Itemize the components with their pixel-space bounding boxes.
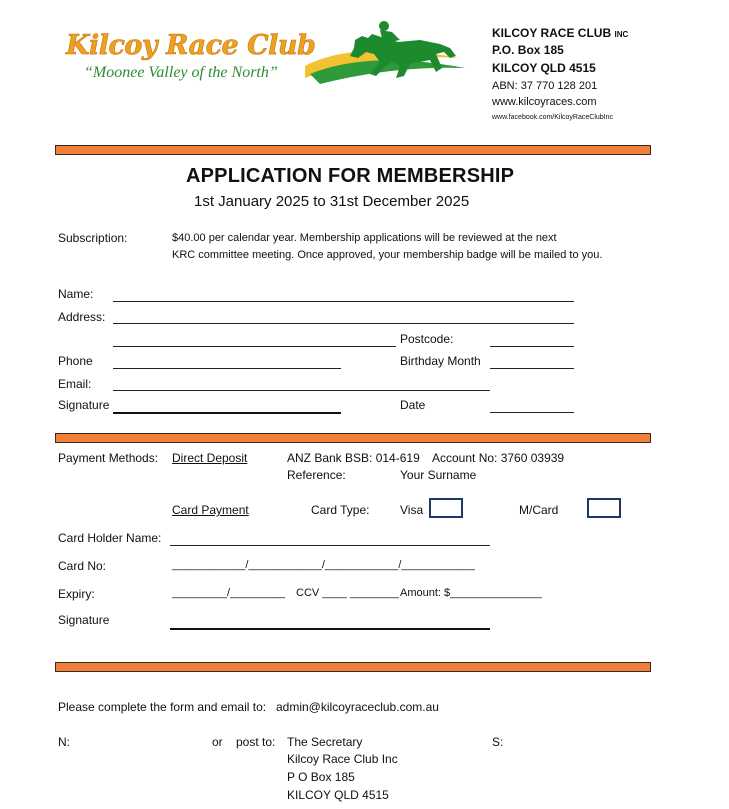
club-facebook[interactable]: www.facebook.com/KilcoyRaceClubInc [492, 114, 613, 121]
signature-field[interactable] [113, 412, 341, 414]
phone-field[interactable] [113, 368, 341, 369]
amount-field[interactable]: Amount: $_______________ [400, 587, 542, 599]
club-po-box: P.O. Box 185 [492, 43, 564, 57]
bank-bsb: ANZ Bank BSB: 014-619 [287, 451, 420, 465]
payment-methods-label: Payment Methods: [58, 451, 159, 465]
expiry-field[interactable]: _________/_________ [172, 587, 286, 599]
subscription-label: Subscription: [58, 231, 128, 245]
expiry-label: Expiry: [58, 587, 95, 601]
signature-label: Signature [58, 398, 110, 412]
card-type-label: Card Type: [311, 503, 370, 517]
birthday-month-label: Birthday Month [400, 354, 481, 368]
date-label: Date [400, 398, 426, 412]
club-website[interactable]: www.kilcoyraces.com [492, 96, 597, 108]
s-label: S: [492, 735, 504, 749]
reference-label: Reference: [287, 468, 346, 482]
date-field[interactable] [490, 412, 574, 413]
phone-label: Phone [58, 354, 93, 368]
subscription-text-2: KRC committee meeting. Once approved, your membership badge will be mailed to you. [172, 249, 603, 261]
card-no-field[interactable]: ____________/____________/____________/____________ [172, 559, 475, 571]
club-city: KILCOY QLD 4515 [492, 61, 596, 75]
postcode-label: Postcode: [400, 332, 454, 346]
mcard-checkbox[interactable] [587, 498, 621, 518]
email-instruction: Please complete the form and email to: [58, 700, 267, 714]
postal-address-line: The Secretary [287, 735, 363, 749]
divider-bar [55, 662, 651, 672]
subscription-text-1: $40.00 per calendar year. Membership applications will be reviewed at the next [172, 232, 557, 244]
birthday-month-field[interactable] [490, 368, 574, 369]
direct-deposit-label: Direct Deposit [172, 451, 248, 465]
or-label: or [212, 735, 223, 749]
name-field[interactable] [113, 301, 574, 302]
club-abn: ABN: 37 770 128 201 [492, 80, 598, 92]
card-holder-field[interactable] [170, 545, 490, 546]
email-label: Email: [58, 377, 92, 391]
divider-bar [55, 145, 651, 155]
ccv-field[interactable]: CCV ____ ________ [296, 587, 399, 599]
visa-checkbox[interactable] [429, 498, 463, 518]
post-to-label: post to: [236, 735, 276, 749]
club-name: KILCOY RACE CLUB INC [492, 26, 629, 40]
payment-signature-label: Signature [58, 613, 110, 627]
contact-email[interactable]: admin@kilcoyraceclub.com.au [276, 700, 439, 714]
visa-label: Visa [400, 503, 424, 517]
mcard-label: M/Card [519, 503, 559, 517]
address-field[interactable] [113, 323, 574, 324]
reference-value: Your Surname [400, 468, 477, 482]
postal-address-line: Kilcoy Race Club Inc [287, 752, 398, 766]
postal-address-line: P O Box 185 [287, 770, 355, 784]
logo-tagline: “Moonee Valley of the North” [84, 64, 278, 81]
logo-title: Kilcoy Race Club [66, 30, 316, 61]
name-label: Name: [58, 287, 94, 301]
payment-signature-field[interactable] [170, 628, 490, 630]
n-label: N: [58, 735, 70, 749]
email-field[interactable] [113, 390, 490, 391]
postcode-field[interactable] [490, 346, 574, 347]
racehorse-logo-icon [300, 18, 470, 90]
card-no-label: Card No: [58, 559, 107, 573]
page-title: APPLICATION FOR MEMBERSHIP [186, 165, 515, 187]
card-holder-label: Card Holder Name: [58, 531, 162, 545]
address-field-2[interactable] [113, 346, 396, 347]
postal-address-line: KILCOY QLD 4515 [287, 788, 389, 802]
account-number: Account No: 3760 03939 [432, 451, 565, 465]
membership-period: 1st January 2025 to 31st December 2025 [194, 193, 470, 210]
address-label: Address: [58, 310, 106, 324]
card-payment-label: Card Payment [172, 503, 249, 517]
divider-bar [55, 433, 651, 443]
